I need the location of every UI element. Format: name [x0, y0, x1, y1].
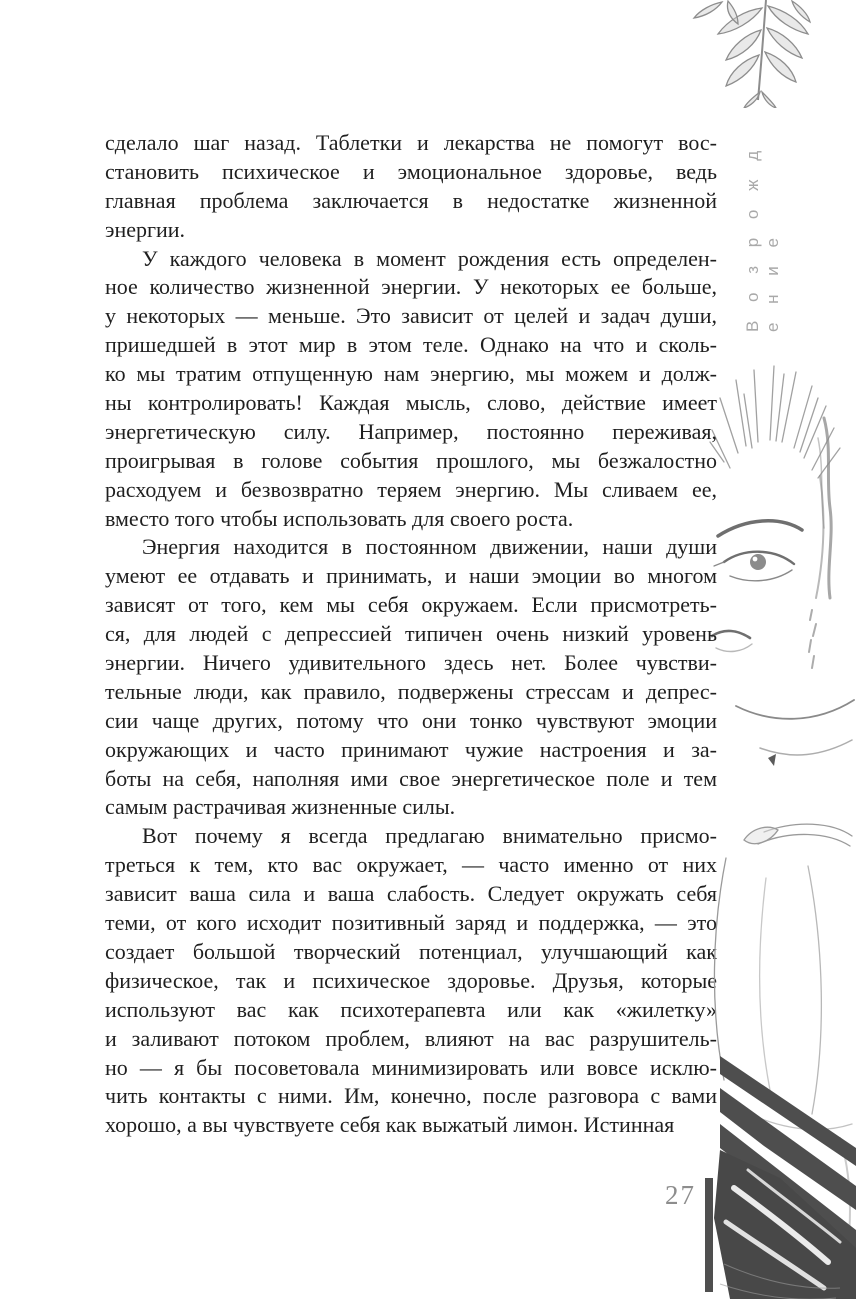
text-line: энергетическую силу. Например, постоянно переживая,	[105, 418, 717, 444]
text-line: энергии. Ничего удивительного здесь нет. Более чувстви-	[105, 650, 717, 676]
text-line: самым растрачивая жизненные силы.	[105, 794, 456, 820]
text-line: у некоторых — меньше. Это зависит от целей и задач души,	[105, 303, 717, 329]
text-line: ся, для людей с депрессией типичен очень низкий уровень	[105, 621, 717, 647]
text-line: зависят от того, кем мы себя окружаем. Если присмотреть-	[105, 592, 717, 618]
text-line: физическое, так и психическое здоровье. Друзья, которые	[105, 967, 717, 993]
page-number: 27	[665, 1180, 696, 1210]
text-line: расходуем и безвозвратно теряем энергию. Мы сливаем ее,	[105, 476, 717, 502]
text-line: и заливают потоком проблем, влияют на вас разрушитель-	[105, 1025, 717, 1051]
text-line: умеют ее отдавать и принимать, и наши эмоции во многом	[105, 563, 717, 589]
text-line: ны контролировать! Каждая мысль, слово, действие имеет	[105, 390, 717, 416]
text-line: проигрывая в голове события прошлого, мы безжалостно	[105, 447, 717, 473]
text-line: но — я бы посоветовала минимизировать или вовсе исклю-	[105, 1054, 717, 1080]
text-line: Энергия находится в постоянном движении, наши души	[142, 534, 717, 560]
text-line: сделало шаг назад. Таблетки и лекарства не помогут вос-	[105, 130, 717, 155]
text-line: ное количество жизненной энергии. У некоторых ее больше,	[105, 274, 717, 300]
text-line: чить контакты с ними. Им, конечно, после разговора с вами	[105, 1083, 717, 1109]
text-line: используют вас как психотерапевта или как «жилетку»	[105, 996, 717, 1022]
leaf-branch-sketch-illustration	[688, 0, 838, 108]
drapery-sketch-illustration	[700, 818, 856, 1299]
text-line: становить психическое и эмоциональное здоровье, ведь	[105, 158, 717, 184]
text-block	[105, 129, 717, 1140]
text-line: энергии.	[105, 216, 186, 242]
text-line: зависит ваша сила и ваша слабость. Следует окружать себя	[105, 881, 717, 907]
chapter-sidebar-label: В о з р о ж д е н и е	[743, 143, 782, 332]
text-line: главная проблема заключается в недостатке жизненной	[105, 187, 717, 213]
text-line: ко мы тратим отпущенную нам энергию, мы можем и долж-	[105, 361, 717, 387]
text-line: тельные люди, как правило, подвержены стрессам и депрес-	[105, 678, 717, 704]
text-line: сии чаще других, потому что они тонко чувствуют эмоции	[105, 707, 717, 733]
text-line: пришедшей в этот мир в этом теле. Однако на что и сколь-	[105, 332, 717, 358]
text-line: У каждого человека в момент рождения есть определен-	[142, 245, 717, 271]
page-number-rule	[705, 1178, 713, 1292]
text-line: боты на себя, наполняя ими свое энергетическое поле и тем	[105, 765, 717, 791]
text-line: теми, от кого исходит позитивный заряд и поддержка, — это	[105, 910, 717, 936]
woman-face-sketch-illustration	[708, 358, 856, 810]
text-line: хорошо, а вы чувствуете себя как выжатый лимон. Истинная	[105, 1112, 675, 1138]
text-line: создает большой творческий потенциал, улучшающий как	[105, 938, 717, 964]
text-line: Вот почему я всегда предлагаю внимательно присмо-	[142, 823, 717, 849]
text-line: вместо того чтобы использовать для своего роста.	[105, 505, 574, 531]
text-line: окружающих и часто принимают чужие настроения и за-	[105, 736, 717, 762]
text-line: треться к тем, кто вас окружает, — часто именно от них	[105, 852, 717, 878]
